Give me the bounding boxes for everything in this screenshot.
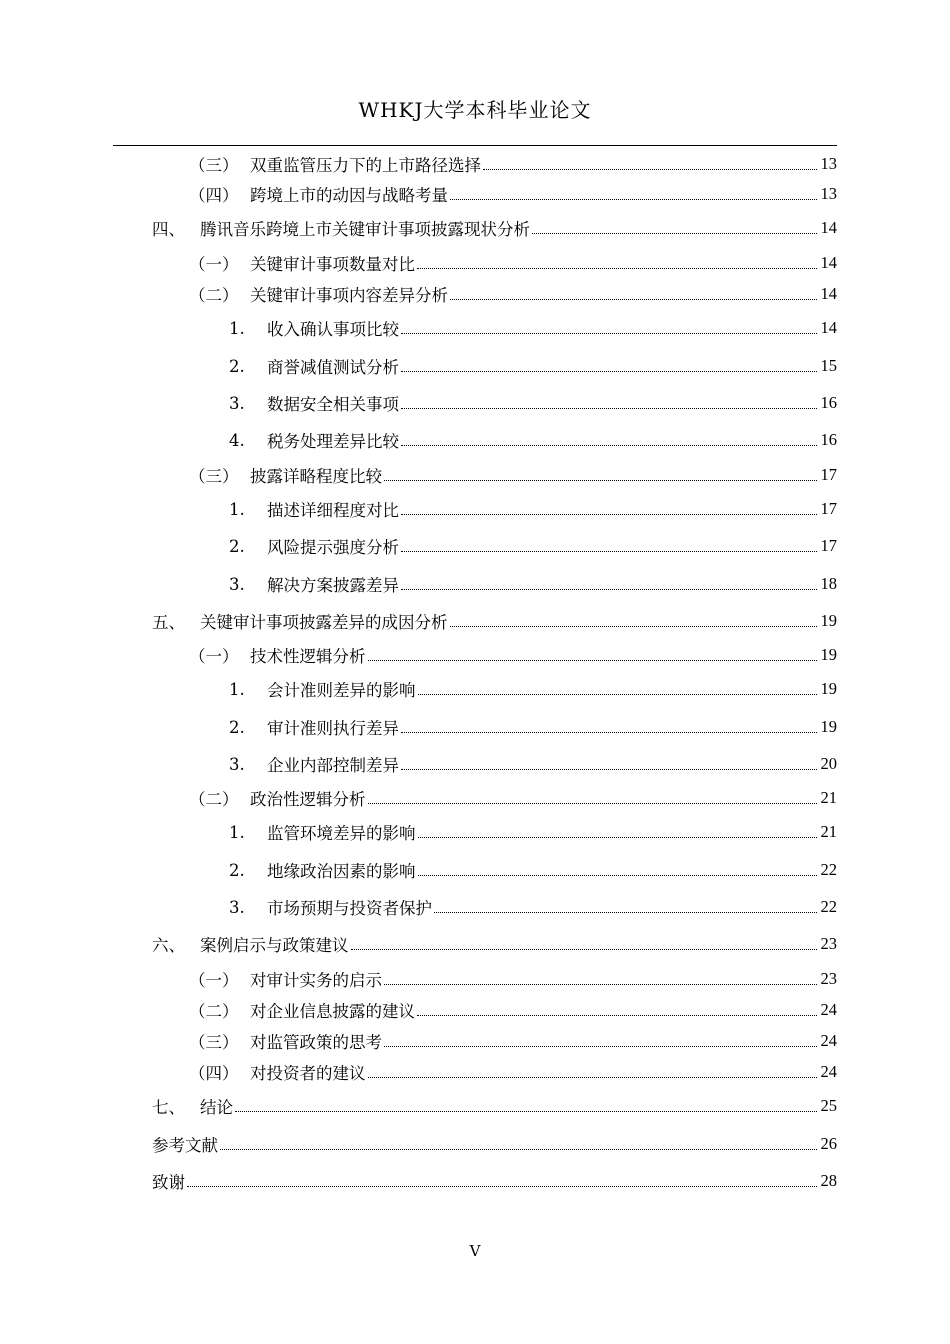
toc-dot-leader (532, 233, 817, 234)
toc-entry-number: 2. (229, 536, 245, 556)
toc-entry-title: 审计准则执行差异 (267, 719, 399, 738)
toc-entry-page: 22 (820, 860, 837, 879)
toc-dot-leader (401, 732, 817, 733)
toc-entry-title: 企业内部控制差异 (267, 756, 399, 775)
toc-dot-leader (450, 626, 818, 627)
toc-entry-page: 14 (820, 284, 837, 303)
toc-entry[interactable] (229, 859, 837, 881)
toc-entry-number: （二） (189, 286, 239, 305)
toc-entry-title: 会计准则差异的影响 (267, 681, 416, 700)
toc-entry[interactable] (189, 787, 837, 809)
toc-dot-leader (187, 1186, 817, 1187)
toc-entry-title: 风险提示强度分析 (267, 538, 399, 557)
toc-entry[interactable] (189, 283, 837, 305)
toc-entry[interactable] (189, 1061, 837, 1083)
toc-entry-number: 六、 (152, 936, 185, 955)
toc-dot-leader (450, 299, 817, 300)
toc-entry[interactable] (229, 535, 837, 557)
toc-entry[interactable] (152, 1170, 837, 1192)
toc-entry-number: （四） (189, 186, 239, 205)
toc-entry-page: 24 (820, 1062, 837, 1081)
toc-entry[interactable] (189, 464, 837, 486)
toc-dot-leader (417, 1015, 817, 1016)
toc-entry[interactable] (189, 1030, 837, 1052)
toc-entry-page: 13 (820, 184, 837, 203)
toc-entry[interactable] (229, 573, 837, 595)
toc-entry-title: 对企业信息披露的建议 (250, 1002, 415, 1021)
toc-entry[interactable] (189, 183, 837, 205)
toc-entry[interactable] (229, 355, 837, 377)
toc-entry-number: 2. (229, 717, 245, 737)
toc-entry-title: 收入确认事项比较 (267, 320, 399, 339)
toc-entry-number: 3. (229, 897, 245, 917)
toc-entry[interactable] (189, 644, 837, 666)
toc-entry-page: 13 (820, 154, 837, 173)
toc-entry-page: 16 (820, 430, 837, 449)
toc-entry[interactable] (229, 498, 837, 520)
toc-dot-leader (235, 1111, 817, 1112)
toc-entry[interactable] (229, 678, 837, 700)
toc-entry-page: 23 (820, 969, 837, 988)
toc-entry-page: 25 (820, 1096, 837, 1115)
toc-dot-leader (401, 514, 817, 515)
toc-entry-title: 披露详略程度比较 (250, 467, 382, 486)
toc-dot-leader (450, 199, 817, 200)
toc-entry-page: 19 (820, 717, 837, 736)
toc-entry-page: 14 (820, 318, 837, 337)
toc-entry-page: 26 (820, 1134, 837, 1153)
toc-entry-number: 四、 (152, 220, 185, 239)
toc-entry-number: 七、 (152, 1098, 185, 1117)
toc-entry-number: 五、 (152, 613, 185, 632)
toc-dot-leader (384, 1046, 817, 1047)
toc-entry[interactable] (229, 317, 837, 339)
toc-entry-title: 解决方案披露差异 (267, 576, 399, 595)
toc-entry-title: 描述详细程度对比 (267, 501, 399, 520)
toc-entry-number: （二） (189, 790, 239, 809)
toc-entry-number: （四） (189, 1064, 239, 1083)
toc-entry-number: 3. (229, 574, 245, 594)
toc-dot-leader (401, 589, 817, 590)
toc-entry-page: 15 (820, 356, 837, 375)
toc-dot-leader (401, 551, 817, 552)
toc-entry-title: 致谢 (152, 1173, 185, 1192)
toc-entry-title: 数据安全相关事项 (267, 395, 399, 414)
toc-entry[interactable] (229, 392, 837, 414)
toc-dot-leader (401, 769, 817, 770)
toc-entry-page: 19 (820, 645, 837, 664)
toc-entry[interactable] (229, 896, 837, 918)
toc-entry-number: 2. (229, 860, 245, 880)
header-title: WHKJ大学本科毕业论文 (358, 98, 592, 122)
toc-entry[interactable] (229, 821, 837, 843)
toc-entry-title: 政治性逻辑分析 (250, 790, 366, 809)
toc-entry-page: 18 (820, 574, 837, 593)
toc-entry-title: 关键审计事项数量对比 (250, 255, 415, 274)
toc-entry-page: 24 (820, 1000, 837, 1019)
toc-dot-leader (401, 371, 817, 372)
toc-entry-number: 3. (229, 754, 245, 774)
toc-entry[interactable] (229, 429, 837, 451)
toc-dot-leader (384, 984, 817, 985)
toc-entry-title: 案例启示与政策建议 (200, 936, 349, 955)
toc-entry-number: 3. (229, 393, 245, 413)
toc-entry[interactable] (189, 153, 837, 175)
toc-entry[interactable] (152, 1095, 837, 1117)
toc-entry-title: 结论 (200, 1098, 233, 1117)
toc-entry-title: 参考文献 (152, 1136, 218, 1155)
toc-entry-title: 对监管政策的思考 (250, 1033, 382, 1052)
toc-dot-leader (401, 445, 817, 446)
toc-entry-number: 1. (229, 318, 245, 338)
toc-dot-leader (368, 1077, 818, 1078)
toc-dot-leader (220, 1149, 817, 1150)
toc-entry-number: （一） (189, 971, 239, 990)
toc-entry-number: 1. (229, 822, 245, 842)
toc-dot-leader (418, 837, 818, 838)
toc-dot-leader (384, 480, 817, 481)
toc-dot-leader (434, 912, 817, 913)
toc-entry-page: 21 (820, 788, 837, 807)
toc-entry-title: 地缘政治因素的影响 (267, 862, 416, 881)
toc-entry-number: （二） (189, 1002, 239, 1021)
toc-entry-number: 1. (229, 499, 245, 519)
toc-dot-leader (483, 169, 817, 170)
toc-entry-title: 监管环境差异的影响 (267, 824, 416, 843)
toc-entry-number: （一） (189, 255, 239, 274)
toc-entry[interactable] (189, 968, 837, 990)
toc-entry[interactable] (229, 716, 837, 738)
toc-dot-leader (401, 333, 817, 334)
toc-entry-title: 商誉减值测试分析 (267, 358, 399, 377)
toc-entry-number: 4. (229, 430, 245, 450)
toc-entry-title: 腾讯音乐跨境上市关键审计事项披露现状分析 (200, 220, 530, 239)
toc-entry-number: 2. (229, 356, 245, 376)
toc-entry[interactable] (189, 252, 837, 274)
toc-dot-leader (417, 268, 817, 269)
toc-entry-title: 对投资者的建议 (250, 1064, 366, 1083)
toc-entry-number: （三） (189, 1033, 239, 1052)
toc-entry-page: 14 (820, 253, 837, 272)
toc-entry-title: 关键审计事项披露差异的成因分析 (200, 613, 448, 632)
toc-entry[interactable] (152, 1133, 837, 1155)
toc-entry-title: 技术性逻辑分析 (250, 647, 366, 666)
toc-entry[interactable] (152, 217, 837, 239)
toc-dot-leader (368, 803, 818, 804)
toc-entry[interactable] (152, 610, 837, 632)
toc-dot-leader (351, 949, 818, 950)
toc-entry-page: 24 (820, 1031, 837, 1050)
toc-entry-page: 17 (820, 499, 837, 518)
toc-entry-page: 19 (820, 611, 837, 630)
toc-dot-leader (368, 660, 818, 661)
toc-dot-leader (401, 408, 817, 409)
toc-entry-title: 关键审计事项内容差异分析 (250, 286, 448, 305)
toc-entry-title: 税务处理差异比较 (267, 432, 399, 451)
toc-dot-leader (418, 875, 818, 876)
toc-entry-page: 22 (820, 897, 837, 916)
toc-entry-page: 16 (820, 393, 837, 412)
toc-entry-page: 14 (820, 218, 837, 237)
toc-entry-title: 对审计实务的启示 (250, 971, 382, 990)
toc-entry-page: 17 (820, 536, 837, 555)
toc-entry-page: 19 (820, 679, 837, 698)
toc-entry[interactable] (229, 753, 837, 775)
toc-entry-title: 双重监管压力下的上市路径选择 (250, 156, 481, 175)
toc-entry-page: 17 (820, 465, 837, 484)
toc-entry-number: （三） (189, 156, 239, 175)
toc-entry-number: （一） (189, 647, 239, 666)
toc-entry[interactable] (189, 999, 837, 1021)
toc-entry-title: 跨境上市的动因与战略考量 (250, 186, 448, 205)
toc-dot-leader (418, 694, 818, 695)
toc-entry-number: 1. (229, 679, 245, 699)
toc-entry-page: 20 (820, 754, 837, 773)
toc-entry-title: 市场预期与投资者保护 (267, 899, 432, 918)
toc-entry-page: 23 (820, 934, 837, 953)
toc-entry-page: 21 (820, 822, 837, 841)
toc-entry-page: 28 (820, 1171, 837, 1190)
toc-entry[interactable] (152, 933, 837, 955)
toc-entry-number: （三） (189, 467, 239, 486)
footer-page-number: V (469, 1242, 481, 1260)
